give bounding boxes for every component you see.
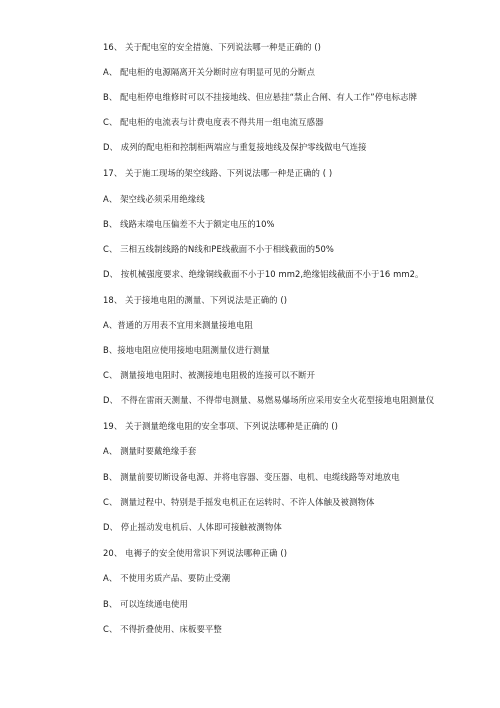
- option-19-a: A、 测量时要戴绝缘手套: [103, 446, 197, 456]
- option-19-c: C、 测量过程中、特别是手摇发电机正在运转时、不许人体触及被测物体: [103, 497, 375, 507]
- option-17-d: D、 按机械强度要求、绝缘铜线截面不小于10 mm2,绝缘铝线截面不小于16 mm2。: [103, 269, 424, 279]
- option-17-a: A、 架空线必须采用绝缘线: [103, 194, 205, 204]
- question-17: 17、 关于施工现场的架空线路、下列说法哪一种是正确的 ( ): [103, 168, 333, 178]
- option-17-c: C、 三相五线制线路的N线和PE线截面不小于相线截面的50%: [103, 244, 334, 254]
- option-19-d: D、 停止摇动发电机后、人体即可接触被测物体: [103, 522, 282, 532]
- option-16-b: B、 配电柜停电维修时可以不挂接地线、但应悬挂“禁止合闸、有人工作”停电标志牌: [103, 92, 418, 102]
- option-16-d: D、 成列的配电柜和控制柜两端应与重复接地线及保护零线做电气连接: [103, 142, 367, 152]
- option-20-c: C、 不得折叠使用、床板要平整: [103, 624, 222, 634]
- option-20-b: B、 可以连续通电使用: [103, 599, 188, 609]
- option-16-c: C、 配电柜的电流表与计费电度表不得共用一组电流互感器: [103, 117, 324, 127]
- option-18-d: D、 不得在雷雨天测量、不得带电测量、易燃易爆场所应采用安全火花型接地电阻测量仪: [103, 395, 435, 405]
- option-18-b: B、接地电阻应使用接地电阻测量仪进行测量: [103, 345, 270, 355]
- option-17-b: B、 线路末端电压偏差不大于额定电压的10%: [103, 219, 275, 229]
- question-20: 20、 电褥子的安全使用常识下列说法哪种正确 (): [103, 548, 288, 558]
- option-19-b: B、 测量前要切断设备电源、并将电容器、变压器、电机、电缆线路等对地放电: [103, 472, 400, 482]
- question-16: 16、 关于配电室的安全措施、下列说法哪一种是正确的 (): [103, 42, 322, 52]
- option-16-a: A、 配电柜的电源隔离开关分断时应有明显可见的分断点: [103, 67, 315, 77]
- option-20-a: A、 不使用劣质产品、要防止受潮: [103, 573, 231, 583]
- option-18-a: A、普通的万用表不宜用来测量接地电阻: [103, 320, 253, 330]
- question-19: 19、 关于测量绝缘电阻的安全事项、下列说法哪种是正确的 (): [103, 421, 338, 431]
- option-18-c: C、 测量接地电阻时、被测接地电阻极的连接可以不断开: [103, 370, 316, 380]
- question-18: 18、 关于接地电阻的测量、下列说法是正确的 (): [103, 295, 288, 305]
